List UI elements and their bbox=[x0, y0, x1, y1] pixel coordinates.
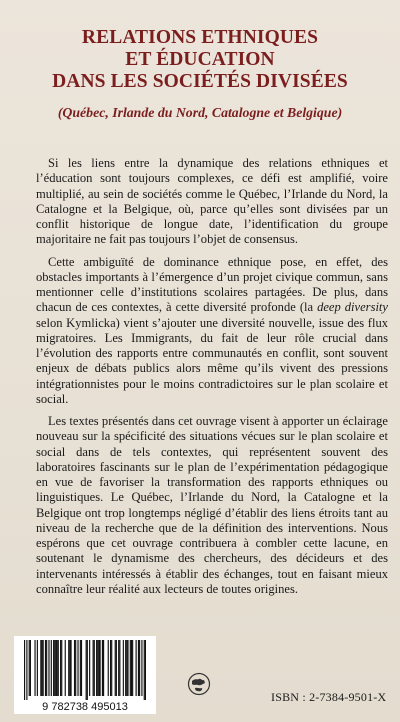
barcode-bar bbox=[80, 640, 81, 696]
barcode-bar bbox=[123, 640, 124, 696]
barcode-bar bbox=[108, 640, 109, 696]
barcode-bar bbox=[110, 640, 111, 696]
barcode-bar bbox=[125, 640, 126, 696]
barcode-bar bbox=[54, 640, 55, 696]
barcode-bar bbox=[97, 640, 98, 696]
title-line-1: RELATIONS ETHNIQUES bbox=[81, 27, 319, 48]
barcode-bar bbox=[68, 640, 69, 696]
barcode-digits: 9 782738 495013 bbox=[42, 701, 128, 713]
paragraph-2 bbox=[36, 255, 388, 408]
barcode-bar bbox=[81, 640, 82, 696]
subtitle: (Québec, Irlande du Nord, Catalogne et Belgique) bbox=[57, 105, 343, 120]
barcode-bar bbox=[75, 640, 76, 696]
barcode-bar bbox=[131, 640, 132, 696]
barcode-bar bbox=[29, 640, 30, 696]
barcode-bar bbox=[103, 640, 104, 696]
barcode-bar bbox=[61, 640, 62, 696]
paragraph-3: Les textes présentés dans cet ouvrage visent à apporter un éclairage nouveau sur la spécificité des situations vécues sur le plan scolaire et social dans de tels contextes, qui représentent souvent des laboratoires fascinants sur le plan de l’expérimentation pédagogique en vue de favoriser la transformation des rapports ethniques ou linguistiques. Le Québec, l’Irlande du Nord, la Catalogne et la Belgique ont trop longtemps négligé d’établir des liens étroits tant au niveau de la recherche que de la définition des interventions. Nous espérons que cet ouvrage contribuera à combler cette lacune, en soutenant le dynamisme des chercheurs, des décideurs et des intervenants intéressés à établir des échanges, tout en faisant mieux connaître leur réalité aux lecteurs de toutes origines. bbox=[36, 414, 388, 596]
barcode-bar bbox=[111, 640, 112, 696]
barcode-bar bbox=[40, 640, 41, 696]
barcode-bar bbox=[118, 640, 119, 696]
barcode-bar bbox=[30, 640, 31, 696]
barcode-bar bbox=[58, 640, 59, 696]
barcode-bar bbox=[100, 640, 101, 696]
barcode-bar bbox=[94, 640, 95, 696]
barcode-bar bbox=[45, 640, 46, 696]
barcode-bar bbox=[98, 640, 99, 696]
barcode-bar bbox=[53, 640, 54, 696]
barcode-bar bbox=[86, 640, 87, 700]
barcode-bar bbox=[41, 640, 42, 696]
barcode-bar bbox=[74, 640, 75, 696]
barcode-bar bbox=[127, 640, 128, 696]
barcode-bar bbox=[55, 640, 56, 696]
barcode-bar bbox=[141, 640, 142, 696]
barcode-bar bbox=[37, 640, 38, 696]
paragraph-2-part-1: Cette ambiguïté de dominance ethnique pose, en effet, des obstacles importants à l’émergence d’un projet civique commun, sans mentionner celle d’institutions scolaires partagées. De plus, dans chacun de ces contextes, à cette diversité profonde (la bbox=[36, 254, 388, 315]
barcode-bar bbox=[119, 640, 120, 696]
barcode-bar bbox=[65, 640, 66, 696]
barcode-bar bbox=[138, 640, 139, 696]
barcode-bar bbox=[69, 640, 70, 696]
blurb bbox=[36, 156, 388, 604]
barcode-bar bbox=[102, 640, 103, 696]
isbn: ISBN : 2-7384-9501-X bbox=[271, 690, 387, 704]
barcode-bar bbox=[24, 640, 25, 700]
barcode-bar bbox=[48, 640, 49, 696]
barcode-bar bbox=[26, 640, 27, 700]
barcode-bar bbox=[96, 640, 97, 696]
barcode-bar bbox=[57, 640, 58, 696]
barcode-bar bbox=[34, 640, 35, 696]
barcode bbox=[14, 636, 156, 714]
barcode-bar bbox=[89, 640, 90, 696]
barcode-bar bbox=[139, 640, 140, 696]
title-line-3: DANS LES SOCIÉTÉS DIVISÉES bbox=[52, 71, 348, 92]
barcode-bar bbox=[46, 640, 47, 696]
barcode-bar bbox=[77, 640, 78, 696]
barcode-bar bbox=[126, 640, 127, 696]
barcode-bar bbox=[60, 640, 61, 696]
title-line-2: ET ÉDUCATION bbox=[125, 49, 275, 70]
barcode-bar bbox=[115, 640, 116, 696]
barcode-bar bbox=[93, 640, 94, 696]
paragraph-1: Si les liens entre la dynamique des relations ethniques et l’éducation sont toujours complexes, ce défi est amplifié, voire multiplié, au sein de sociétés comme le Québec, l’Irlande du Nord, la Catalogne et la Belgique, où, parce qu’elles sont divisées par un conflit historique de longue date, l’identification du groupe majoritaire ne fait pas toujours l’objet de consensus. bbox=[36, 156, 388, 247]
barcode-bar bbox=[70, 640, 71, 696]
barcode-bar bbox=[136, 640, 137, 696]
barcode-bar bbox=[130, 640, 131, 696]
barcode-bar bbox=[87, 640, 88, 700]
barcode-bar bbox=[145, 640, 146, 700]
paragraph-2-italic: deep diversity bbox=[317, 300, 388, 315]
barcode-bar bbox=[51, 640, 52, 696]
barcode-bar bbox=[144, 640, 145, 700]
paragraph-2-part-2: selon Kymlicka) vient s’ajouter une diversité nouvelle, issue des flux migratoires. Les Immigrants, du fait de leur rôle crucial dans l’évolution des rapports entre communautés en conflit, sont souvent enjeux de débats publics alors même qu’ils vivent des pressions intégrationnistes pour le moins contradictoires sur le plan scolaire et social. bbox=[36, 315, 388, 406]
barcode-bar bbox=[132, 640, 133, 696]
barcode-bar bbox=[116, 640, 117, 696]
globe-logo-icon bbox=[187, 672, 211, 696]
barcode-bar bbox=[43, 640, 44, 696]
